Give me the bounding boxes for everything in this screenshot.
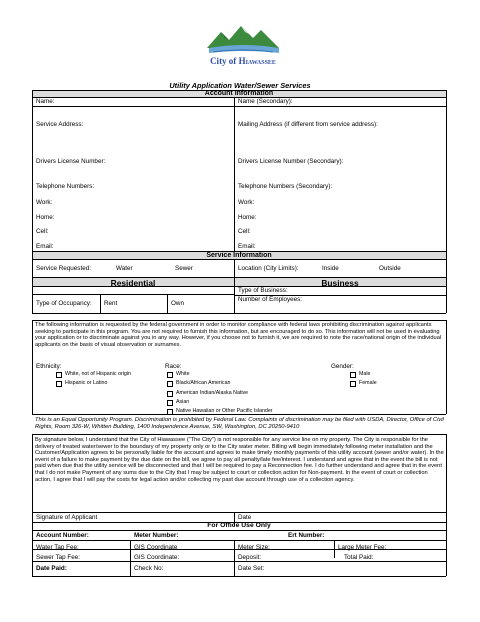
cell-phone-label[interactable]: Cell: bbox=[36, 228, 49, 235]
water-option[interactable]: Water bbox=[116, 265, 133, 272]
ethnicity-checkbox-hispanic[interactable] bbox=[56, 381, 62, 387]
own-option[interactable]: Own bbox=[171, 300, 184, 307]
occupancy-type-label: Type of Occupancy: bbox=[36, 300, 92, 307]
office-use-heading: For Office Use Only bbox=[207, 522, 271, 529]
outside-option[interactable]: Outside bbox=[379, 265, 401, 272]
email-label[interactable]: Email: bbox=[36, 243, 54, 250]
home-phone-label[interactable]: Home: bbox=[36, 214, 55, 221]
mailing-address-label[interactable]: Mailing Address (if different from service address): bbox=[238, 121, 378, 128]
race-option-black: Black/African American bbox=[176, 380, 231, 386]
race-option-asian: Asian bbox=[176, 399, 190, 405]
account-number-label: Account Number: bbox=[36, 532, 89, 539]
form-title: Utility Application Water/Sewer Services bbox=[169, 81, 311, 90]
ert-number-label: Ert Number: bbox=[288, 532, 325, 539]
meter-number-label: Meter Number: bbox=[134, 532, 179, 539]
service-requested-label: Service Requested: bbox=[36, 265, 91, 272]
city-logo bbox=[203, 22, 283, 72]
drivers-license-secondary-label[interactable]: Drivers License Number (Secondary): bbox=[238, 158, 344, 165]
gender-checkbox-female[interactable] bbox=[350, 381, 356, 387]
race-checkbox-white[interactable] bbox=[167, 372, 173, 378]
deposit-label: Deposit: bbox=[238, 554, 262, 561]
gis-coordinate-label-1: GIS Coordinate bbox=[134, 544, 178, 551]
race-option-pacific-islander: Native Hawaiian or Other Pacific Islander bbox=[176, 408, 273, 414]
gis-coordinate-label-2: GIS Coordinate: bbox=[134, 554, 180, 561]
business-heading: Business bbox=[321, 278, 359, 288]
employee-count-label[interactable]: Number of Employees: bbox=[238, 296, 303, 303]
telephone-label: Telephone Numbers: bbox=[36, 183, 95, 190]
service-address-label[interactable]: Service Address: bbox=[36, 121, 84, 128]
name-secondary-field-label[interactable]: Name (Secondary): bbox=[238, 98, 293, 105]
equal-opportunity-statement: This is an Equal Opportunity Program. Discrimination is prohibited by Federal Law. Complaints of discrimination may be filed with USDA, Director, Office of Civil Rights, Room 326-W, Whitten Building, 1400 Independence Avenue, SW, Washington, DC 20250-9410 bbox=[35, 417, 444, 430]
residential-heading: Residential bbox=[110, 278, 156, 288]
race-checkbox-black[interactable] bbox=[167, 381, 173, 387]
meter-size-label: Meter Size: bbox=[238, 544, 270, 551]
ethnicity-label: Ethnicity: bbox=[36, 363, 62, 370]
location-label: Location (City Limits): bbox=[238, 265, 299, 272]
total-paid-label: Total Paid: bbox=[344, 554, 374, 561]
gender-option-male: Male bbox=[359, 371, 371, 377]
drivers-license-label[interactable]: Drivers License Number: bbox=[36, 158, 106, 165]
service-info-heading: Service Information bbox=[206, 252, 272, 259]
sewer-tap-fee-label: Sewer Tap Fee: bbox=[36, 554, 80, 561]
federal-notice-text: The following information is requested by the federal government in order to monitor compliance with federal laws prohibiting discrimination against applicants seeking to participate in this program. You are not required to furnish this information, but are encouraged to do so. This information will not be used in evaluating your application or to discriminate against you in any way. However, if you choose not to furnish it, we are required to note the race/national origin of the individual applicants on the basis of visual observation or surnames. bbox=[35, 322, 442, 348]
inside-option[interactable]: Inside bbox=[322, 265, 339, 272]
account-info-heading: Account Information bbox=[204, 90, 274, 97]
work-phone-label[interactable]: Work: bbox=[36, 199, 53, 206]
logo-city-prefix: City of bbox=[210, 56, 239, 66]
gender-option-female: Female bbox=[359, 380, 377, 386]
mountain-lake-icon bbox=[203, 22, 283, 56]
gender-label: Gender: bbox=[331, 363, 354, 370]
ethnicity-option-hispanic: Hispanic or Latino bbox=[65, 380, 108, 386]
business-type-label[interactable]: Type of Business: bbox=[238, 287, 288, 294]
race-checkbox-american-indian[interactable] bbox=[167, 391, 173, 397]
name-field-label[interactable]: Name: bbox=[36, 98, 55, 105]
cell-phone-secondary-label[interactable]: Cell: bbox=[238, 228, 251, 235]
ethnicity-option-not-hispanic: White, not of Hispanic origin bbox=[65, 371, 131, 377]
signature-date-field[interactable]: Date bbox=[238, 514, 252, 521]
applicant-signature-field[interactable]: Signature of Applicant bbox=[36, 514, 98, 521]
race-option-american-indian: American Indian/Alaska Native bbox=[176, 390, 249, 396]
water-tap-fee-label: Water Tap Fee: bbox=[36, 544, 79, 551]
sewer-option[interactable]: Sewer bbox=[175, 265, 193, 272]
check-number-label: Check No: bbox=[134, 565, 164, 572]
rent-option[interactable]: Rent bbox=[104, 300, 118, 307]
ethnicity-checkbox-not-hispanic[interactable] bbox=[56, 372, 62, 378]
large-meter-fee-label: Large Meter Fee: bbox=[338, 544, 387, 551]
race-label: Race: bbox=[165, 363, 182, 370]
work-phone-secondary-label[interactable]: Work: bbox=[238, 199, 255, 206]
telephone-secondary-label: Telephone Numbers (Secondary): bbox=[238, 183, 333, 190]
date-paid-label: Date Paid: bbox=[36, 565, 67, 572]
date-set-label: Date Set: bbox=[238, 565, 265, 572]
email-secondary-label[interactable]: Email: bbox=[238, 243, 256, 250]
race-option-white: White bbox=[176, 371, 190, 377]
home-phone-secondary-label[interactable]: Home: bbox=[238, 214, 257, 221]
agreement-text: By signature below, I understand that the City of Hiawassee ("The City") is not responsible for any service line on my property. The City is responsible for the delivery of treated water/sewer to the boundary of my property only or to the City water meter. Billing will begin immediately following meter installation and the Customer/Application agrees to be personally liable for the account and agrees to make timely monthly payments of this utility account (sewer and/or water). In the event of a failure to make payment by the due date on the bill, we agree to pay all penalty/late fee/interest. I understand and agree that in the event the bill is not paid when due that the utility service will be disconnected and that I will be required to pay a Reconnection fee. I do further understand and agree that in the event that I do not make Payment of any sums due to the City that I may be subject to court or collection action for Non-payment. In the event of court or collection action, I agree that I will pay the costs for legal action and/or collecting my past due account through use of a collection agency. bbox=[35, 437, 444, 483]
gender-checkbox-male[interactable] bbox=[350, 372, 356, 378]
race-checkbox-asian[interactable] bbox=[167, 400, 173, 406]
logo-city-name: Hiawassee bbox=[238, 56, 276, 66]
